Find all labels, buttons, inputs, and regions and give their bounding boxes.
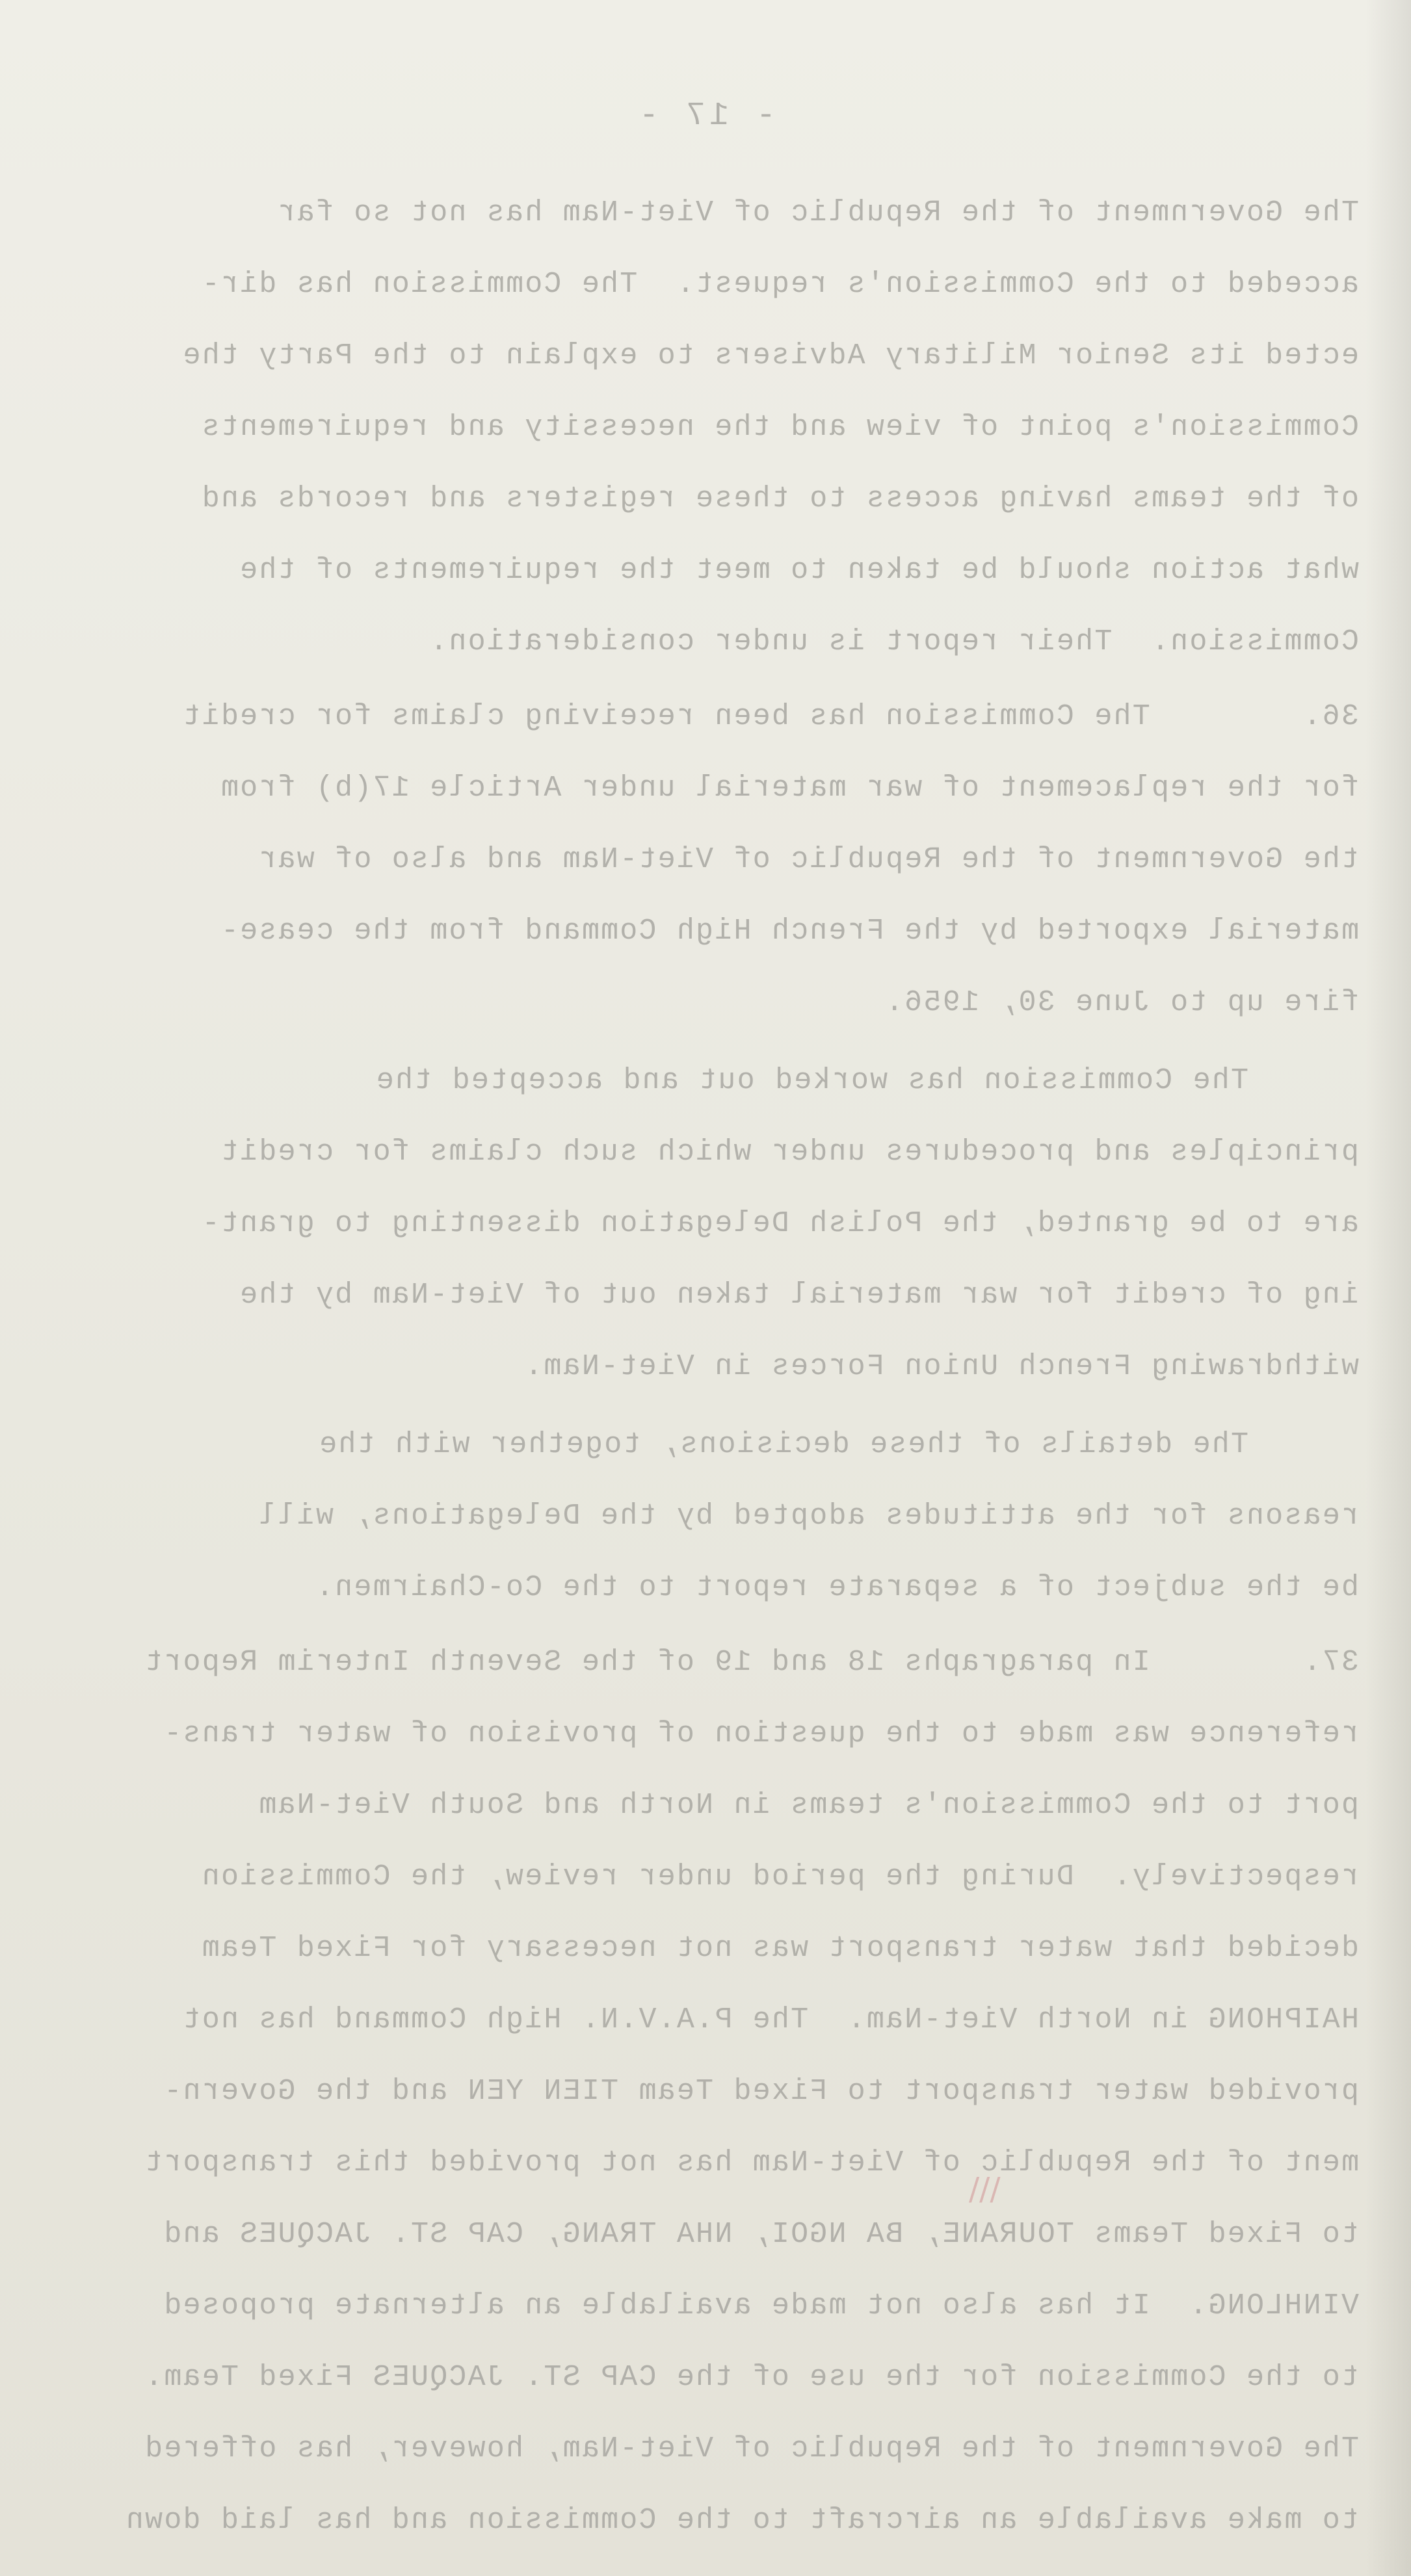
text-line: ment of the Republic of Viet-Nam has not provided this transport xyxy=(143,2146,1359,2179)
page-edge-shadow xyxy=(1365,0,1411,2576)
text-line: material exported by the French High Command from the cease- xyxy=(219,915,1359,948)
text-line: fire up to June 30, 1956. xyxy=(884,986,1359,1019)
text-line: the Government of the Republic of Viet-Nam and also of war xyxy=(257,843,1359,876)
text-line: what action should be taken to meet the requirements of the xyxy=(238,554,1359,587)
text-line: 36. The Commission has been receiving claims for credit xyxy=(181,700,1359,733)
text-line: The Government of the Republic of Viet-Nam has not so far xyxy=(276,196,1359,229)
text-line: The Government of the Republic of Viet-Nam, however, has offered xyxy=(143,2432,1359,2465)
text-line: withdrawing French Union Forces in Viet-Nam. xyxy=(523,1350,1359,1383)
text-line: ing of credit for war material taken out of Viet-Nam by the xyxy=(238,1279,1359,1312)
text-line: provided water transport to Fixed Team TIEN YEN and the Govern- xyxy=(163,2075,1359,2108)
page-number: - 17 - xyxy=(635,98,776,135)
text-line: Commission. Their report is under consideration. xyxy=(428,625,1359,658)
text-line: respectively. During the period under review, the Commission xyxy=(200,1860,1359,1893)
text-line: are to be granted, the Polish Delegation dissenting to grant- xyxy=(200,1207,1359,1240)
text-line: acceded to the Commission's request. The Commission has dir- xyxy=(200,268,1359,301)
text-line: VINHLONG. It has also not made available an alternate proposed xyxy=(163,2289,1359,2322)
text-line: for the replacement of war material under Article 17(b) from xyxy=(219,772,1359,805)
text-line: to the Commission for the use of the CAP ST. JACQUES Fixed Team. xyxy=(143,2361,1359,2394)
text-line: ected its Senior Military Advisers to explain to the Party the xyxy=(181,339,1359,372)
text-line: principles and procedures under which such claims for credit xyxy=(219,1136,1359,1169)
text-line: to Fixed Teams TOURANE, BA NGOI, NHA TRANG, CAP ST. JACQUES and xyxy=(163,2218,1359,2251)
text-line: Commission's point of view and the necessity and requirements xyxy=(200,411,1359,444)
text-line: 37. In paragraphs 18 and 19 of the Seventh Interim Report xyxy=(143,1646,1359,1679)
text-line: HAIPHONG in North Viet-Nam. The P.A.V.N. High Command has not xyxy=(181,2003,1359,2036)
ink-smudge-mark: ∕∕∕ xyxy=(969,2171,1001,2207)
text-line: port to the Commission's teams in North and South Viet-Nam xyxy=(257,1789,1359,1822)
text-line: be the subject of a separate report to the Co-Chairmen. xyxy=(314,1571,1359,1604)
text-line: reasons for the attitudes adopted by the Delegations, will xyxy=(257,1500,1359,1533)
text-line: of the teams having access to these registers and records and xyxy=(200,482,1359,515)
text-line: reference was made to the question of provision of water trans- xyxy=(163,1717,1359,1750)
text-line: to make available an aircraft to the Commission and has laid down xyxy=(124,2504,1359,2537)
text-line: The details of these decisions, together with the xyxy=(317,1428,1248,1461)
text-line: decided that water transport was not necessary for Fixed Team xyxy=(200,1932,1359,1965)
text-line: The Commission has worked out and accepted the xyxy=(375,1064,1248,1097)
